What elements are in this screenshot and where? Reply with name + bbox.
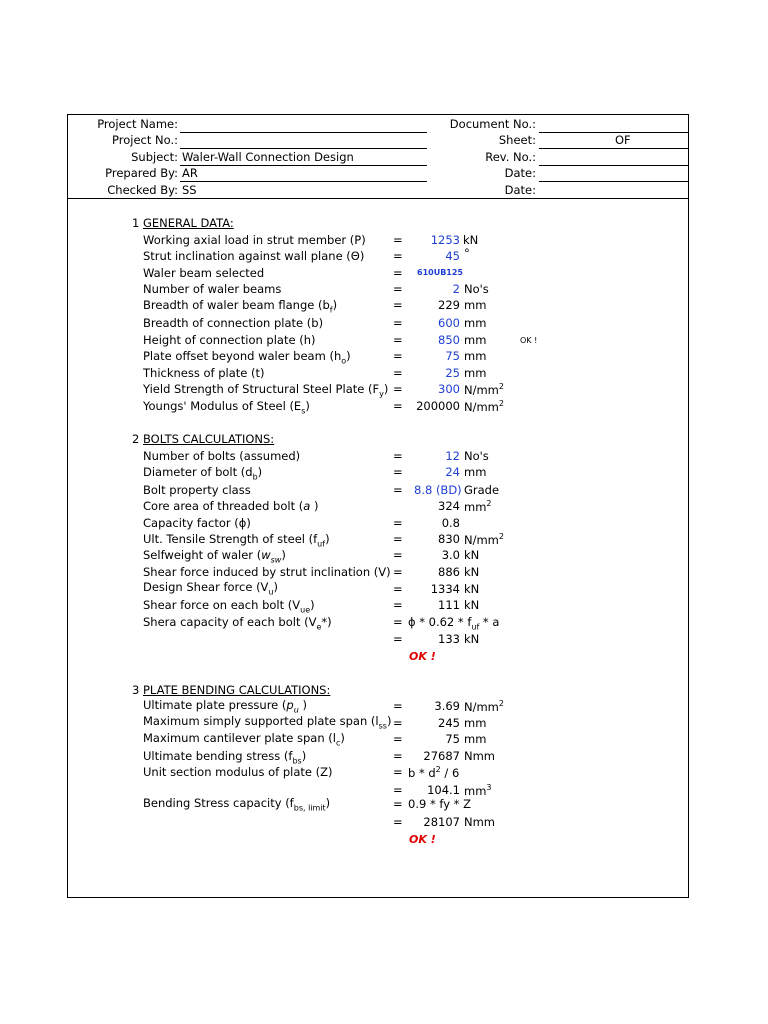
plate-height-value[interactable]: 850 [438,333,460,347]
bolt-dia-value[interactable]: 24 [445,465,460,479]
shear-each-label: Shear force on each bolt $(V_{ue})$ [143,598,315,615]
inclination-unit: ° [464,246,470,260]
tensile-strength-value: 830 [438,532,460,546]
selfweight-label: Selfweight of waler $(w_{sw})$ [143,548,286,565]
num-beams-unit: No's [464,282,489,296]
eq-sign: = [393,632,403,646]
simply-span-value: 245 [438,716,460,730]
eq-sign: = [393,732,403,746]
bolts-check-ok: OK ! [409,650,436,663]
bending-stress-value: 27687 [423,749,460,763]
tensile-strength-label: Ult. Tensile Strength of steel $(f_{uf})$ [143,532,330,549]
eq-sign: = [393,249,403,263]
plate-breadth-unit: mm [464,316,487,330]
plate-height-check: OK ! [520,336,538,345]
bending-capacity-label: Bending Stress capacity $(f_{bs, limit})$ [143,796,331,813]
shear-incl-label: Shear force induced by strut inclination (V) [143,565,391,579]
checked-by-value: SS [182,183,197,197]
design-shear-value: 1334 [430,582,460,596]
youngs-modulus-unit: $N/mm^2$ [464,399,504,414]
document-no-label: Document No.: [449,117,536,131]
bending-stress-label: Ultimate bending stress $(f_{bs})$ [143,749,307,766]
axial-load-label: Working axial load in strut member (P) [143,233,366,247]
plate-offset-label: Plate offset beyond waler beam $(h_o)$ [143,349,351,366]
plate-offset-value[interactable]: 75 [445,349,460,363]
eq-sign: = [393,765,403,779]
project-no-field[interactable] [180,134,427,149]
date-field-1[interactable] [539,167,689,182]
prepared-by-label: Prepared By: [105,166,178,180]
plate-thickness-unit: mm [464,366,487,380]
bolt-dia-unit: mm [464,465,487,479]
prepared-by-field[interactable] [180,167,427,182]
selfweight-unit: kN [464,548,480,562]
axial-load-unit: kN [463,233,479,247]
section-modulus-label: Unit section modulus of plate (Z) [143,765,333,779]
eq-sign: = [393,366,403,380]
plate-thickness-value[interactable]: 25 [445,366,460,380]
date-label-1: Date: [504,166,536,180]
design-shear-label: Design Shear force $(V_u)$ [143,580,278,597]
shear-incl-unit: kN [464,565,480,579]
property-class-label: Bolt property class [143,483,251,497]
bending-capacity-unit: Nmm [464,815,496,829]
eq-sign: = [393,282,403,296]
eq-sign: = [393,783,403,797]
simply-span-unit: mm [464,716,487,730]
eq-sign: = [393,532,403,546]
bending-stress-unit: Nmm [464,749,496,763]
subject-value: Waler-Wall Connection Design [182,150,354,164]
eq-sign: = [393,349,403,363]
sheet-field[interactable] [539,134,689,149]
flange-breadth-label: Breadth of waler beam flange $(b_f)$ [143,298,338,315]
yield-strength-unit: $N/mm^2$ [464,382,504,397]
waler-beam-value[interactable]: 610UB125 [417,268,463,277]
plate-breadth-value[interactable]: 600 [438,316,460,330]
eq-sign: = [393,699,403,713]
num-bolts-value[interactable]: 12 [445,449,460,463]
eq-sign: = [393,582,403,596]
axial-load-value[interactable]: 1253 [430,233,460,247]
subject-field[interactable] [180,151,427,166]
shear-capacity-value: 133 [438,632,460,646]
shear-each-unit: kN [464,598,480,612]
section-modulus-unit: $mm^3$ [464,783,492,798]
section-3-number: 3 [132,683,140,697]
plate-breadth-label: Breadth of connection plate (b) [143,316,324,330]
section-modulus-value: 104.1 [427,783,460,797]
num-bolts-label: Number of bolts (assumed) [143,449,301,463]
capacity-factor-value: 0.8 [441,516,460,530]
flange-breadth-value: 229 [438,298,460,312]
shear-capacity-unit: kN [464,632,480,646]
eq-sign: = [393,298,403,312]
selfweight-value: 3.0 [441,548,460,562]
ult-pressure-value: 3.69 [434,699,460,713]
date-field-2[interactable] [539,184,689,199]
core-area-unit: $mm^2$ [464,499,492,514]
eq-sign: = [393,449,403,463]
plate-thickness-label: Thickness of plate (t) [143,366,265,380]
inclination-value[interactable]: 45 [445,249,460,263]
checked-by-label: Checked By: [107,183,178,197]
youngs-modulus-label: Youngs' Modulus of Steel $(E_s)$ [143,399,310,416]
project-name-label: Project Name: [97,117,178,131]
flange-breadth-unit: mm [464,298,487,312]
eq-sign: = [393,333,403,347]
prepared-by-value: AR [182,166,198,180]
shear-capacity-label: Shera capacity of each bolt $(V_e*)$ [143,615,332,632]
eq-sign: = [393,598,403,612]
eq-sign: = [393,548,403,562]
section-2-title: BOLTS CALCULATIONS: [143,432,275,446]
num-bolts-unit: No's [464,449,489,463]
eq-sign: = [393,399,403,413]
section-3-title: PLATE BENDING CALCULATIONS: [143,683,331,697]
ult-pressure-unit: $N/mm^2$ [464,699,504,714]
section-1-title: GENERAL DATA: [143,216,234,230]
project-no-label: Project No.: [112,133,178,147]
eq-sign: = [393,815,403,829]
checked-by-field[interactable] [180,184,427,199]
bolt-dia-label: Diameter of bolt $(d_b)$ [143,465,263,482]
ult-pressure-label: Ultimate plate pressure ($p_u$ ) [143,698,307,715]
eq-sign: = [393,516,403,530]
section-modulus-formula: b * $d^2 / 6$ [408,765,460,780]
eq-sign: = [393,465,403,479]
yield-strength-value[interactable]: 300 [438,382,460,396]
num-beams-value[interactable]: 2 [452,282,460,296]
section-1-number: 1 [132,216,140,230]
eq-sign: = [393,615,403,629]
rev-no-field[interactable] [539,151,689,166]
waler-beam-label: Waler beam selected [143,266,265,280]
simply-span-label: Maximum simply supported plate span $(l_{ss})$ [143,714,392,731]
property-class-unit: Grade [464,483,500,497]
plate-height-label: Height of connection plate (h) [143,333,316,347]
subject-label: Subject: [131,150,178,164]
eq-sign: = [393,749,403,763]
core-area-label: Core area of threaded bolt (a ) [143,499,319,513]
bending-capacity-value: 28107 [423,815,460,829]
eq-sign: = [393,565,403,579]
eq-sign: = [393,316,403,330]
sheet-of-text: OF [615,133,631,147]
date-label-2: Date: [504,183,536,197]
eq-sign: = [393,483,403,497]
sheet-label: Sheet: [498,133,536,147]
eq-sign: = [393,716,403,730]
header-divider [68,198,688,199]
cant-span-value: 75 [445,732,460,746]
project-name-field[interactable] [180,118,427,133]
eq-sign: = [393,233,403,247]
property-class-value[interactable]: 8.8 (BD) [414,483,462,497]
cant-span-label: Maximum cantilever plate span $(l_c)$ [143,731,345,748]
eq-sign: = [393,797,403,811]
plate-check-ok: OK ! [409,833,436,846]
shear-capacity-formula: ϕ * $0.62 * f_{uf}$ * a [408,615,500,632]
design-shear-unit: kN [464,582,480,596]
yield-strength-label: Yield Strength of Structural Steel Plate $(F_y)$ [143,382,389,399]
cant-span-unit: mm [464,732,487,746]
shear-each-value: 111 [438,598,460,612]
document-no-field[interactable] [539,118,689,133]
core-area-value: 324 [438,499,460,513]
bending-capacity-formula: 0.9 * fy * Z [408,797,471,811]
shear-incl-value: 886 [438,565,460,579]
eq-sign: = [393,266,403,280]
section-2-number: 2 [132,432,140,446]
plate-height-unit: mm [464,333,487,347]
youngs-modulus-value: 200000 [416,399,460,413]
inclination-label: Strut inclination against wall plane (Θ) [143,249,365,263]
num-beams-label: Number of waler beams [143,282,282,296]
rev-no-label: Rev. No.: [485,150,536,164]
eq-sign: = [393,382,403,396]
capacity-factor-label: Capacity factor (ϕ) [143,516,251,530]
tensile-strength-unit: $N/mm^2$ [464,532,504,547]
plate-offset-unit: mm [464,349,487,363]
